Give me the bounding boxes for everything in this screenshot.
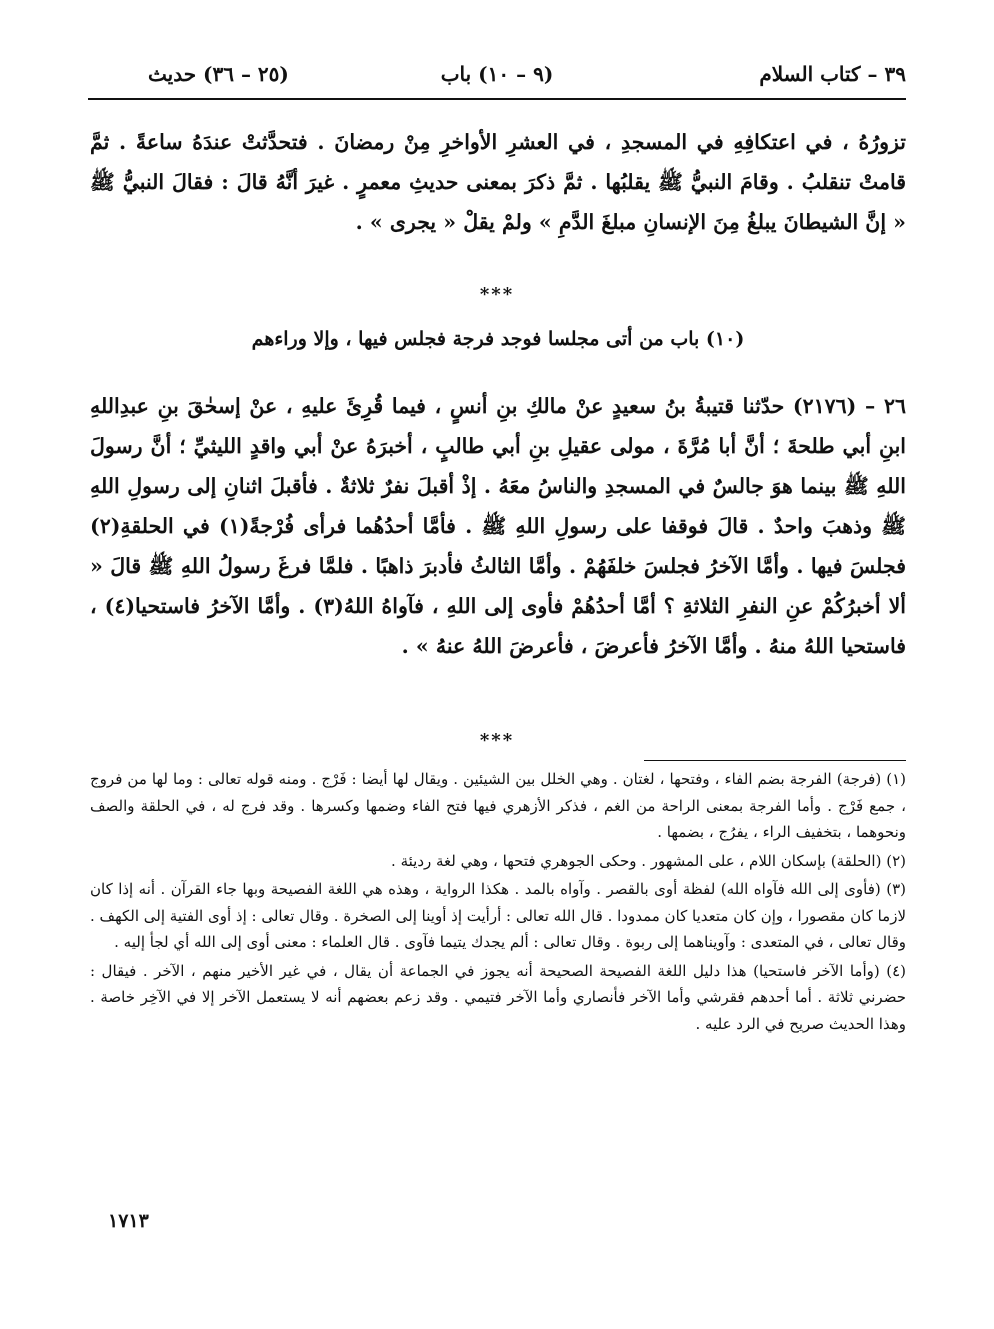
- footnote-divider: [644, 760, 906, 761]
- hadith-text-continued: تزورُهُ ، في اعتكافِهِ في المسجدِ ، في العشرِ الأواخرِ مِنْ رمضانَ . فتحدَّثتْ عندَهُ ساعةً . ثمَّ قامتْ تنقلبُ . وقامَ النبيُّ ﷺ يقلبُها . ثمَّ ذكرَ بمعنى حديثِ معمرٍ . غيرَ أنَّهُ قالَ : فقالَ النبيُّ ﷺ « إنَّ الشيطانَ يبلغُ مِنَ الإنسانِ مبلغَ الدَّمِ » ولمْ يقلْ « يجرى » .: [90, 130, 906, 234]
- footnote-2: (٢) (الحلقة) بإسكان اللام ، على المشهور . وحكى الجوهري فتحها ، وهي لغة رديئة .: [391, 851, 906, 870]
- footnote-4: (٤) (وأما الآخر فاستحيا) هذا دليل اللغة الفصيحة الصحيحة أنه يجوز في الجماعة أن يقال ، في غير الأخير منهم ، الآخر . فيقال : حضرني ثلاثة . أما أحدهم فقرشي وأما الآخر فأنصاري وأما الآخر فتيمي . وقد زعم بعضهم أنه لا يستعمل الآخر إلا في الآخِر خاصة . وهذا الحديث صريح في الرد عليه .: [90, 961, 906, 1033]
- chapter-heading: (١٠) باب من أتى مجلسا فوجد فرجة فجلس فيها ، وإلا وراءهم: [251, 328, 745, 350]
- page-header: [88, 58, 906, 100]
- section-separator: ***: [479, 284, 515, 305]
- page-number: ١٧١٣: [108, 1210, 149, 1232]
- section-separator: ***: [479, 730, 515, 751]
- hadith-text: ٢٦ – (٢١٧٦) حدّثنا قتيبةُ بنُ سعيدٍ عنْ مالكِ بنِ أنسٍ ، فيما قُرِئَ عليهِ ، عنْ إسحٰقَ بنِ عبدِاللهِ ابنِ أبي طلحةَ ؛ أنَّ أبا مُرَّةَ ، مولى عقيلِ بنِ أبي طالبٍ ، أخبرَهُ عنْ أبي واقدٍ الليثيِّ ؛ أنَّ رسولَ اللهِ ﷺ بينما هوَ جالسٌ في المسجدِ والناسُ معَهُ . إذْ أقبلَ نفرٌ ثلاثةٌ . فأقبلَ اثنانِ إلى رسولِ اللهِ ﷺ وذهبَ واحدٌ . قالَ فوقفا على رسولِ اللهِ ﷺ . فأمَّا أحدُهُما فرأى فُرْجةً(١) في الحلقةِ(٢) فجلسَ فيها . وأمَّا الآخرُ فجلسَ خلفَهُمْ . وأمَّا الثالثُ فأدبرَ ذاهبًا . فلمَّا فرغَ رسولُ اللهِ ﷺ قالَ « ألا أخبرُكُمْ عنِ النفرِ الثلاثةِ ؟ أمَّا أحدُهُمْ فأوى إلى اللهِ ، فآواهُ اللهُ(٣) . وأمَّا الآخرُ فاستحيا(٤) ، فاستحيا اللهُ منهُ . وأمَّا الآخرُ فأعرضَ ، فأعرضَ اللهُ عنهُ » .: [90, 394, 906, 658]
- footnotes: [90, 766, 906, 1037]
- book-section-label: ٣٩ – كتاب السلام: [759, 62, 906, 86]
- chapter-range-label: (٩ – ١٠) باب: [440, 62, 554, 86]
- hadith-range-label: (٢٥ – ٣٦) حديث: [148, 62, 289, 86]
- footnote-3: (٣) (فأوى إلى الله فآواه الله) لفظة أوى بالقصر . وآواه بالمد . هكذا الرواية ، وهذه هي اللغة الفصيحة وبها جاء القرآن . أنه إذا كان لازما كان مقصورا ، وإن كان متعديا كان ممدودا . قال الله تعالى : أرأيت إذ أوينا إلى الصخرة . وقال تعالى : إذ أوى الفتية إلى الكهف . وقال تعالى ، في المتعدى : وآويناهما إلى ربوة . وقال تعالى : ألم يجدك يتيما فآوى . قال العلماء : معنى أوى إلى الله أي لجأ إليه .: [90, 880, 906, 951]
- footnote-1: (١) (فرجة) الفرجة بضم الفاء ، وفتحها ، لغتان . وهي الخلل بين الشيئين . ويقال لها أيضا : فَرْج . ومنه قوله تعالى : وما لها من فروج ، جمع فَرْج . وأما الفرجة بمعنى الراحة من الغم ، فذكر الأزهري فيها فتح الفاء وضمها وكسرها . وقد فرج له ، في الحلقة والصف ونحوهما ، بتخفيف الراء ، يفرُج ، بضمها .: [90, 770, 906, 841]
